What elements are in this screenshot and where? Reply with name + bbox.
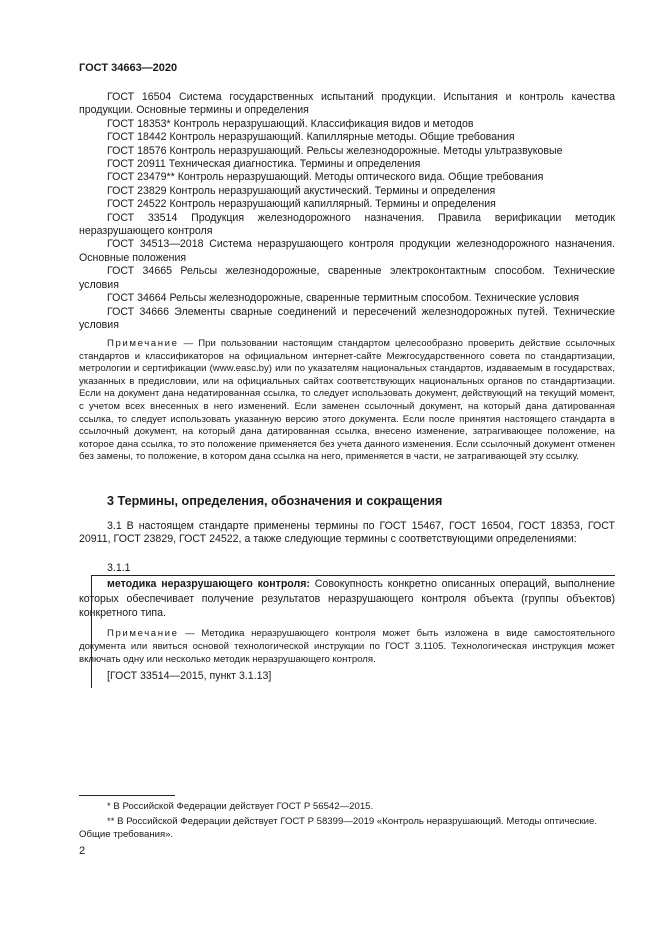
note-text: — При пользовании настоящим стандартом целесообразно проверить действие ссылочных стандартов и классификаторов на официальном интернет-сайте Межгосударственного совета по стандартизации, метрологии и сертификации (www.easc.by) или по указателям национальных стандартов, издаваемым в государствах, указанных в предисловии, или на официальных сайтах соответствующих национальных органов по стандартизации. Если на документ дана недатированная ссылка, то следует использовать документ, действующий на текущий момент, с учетом всех внесенных в него изменений. Если заменен ссылочный документ, на который дана датированная ссылка, то следует использовать указанную версию этого документа. Если после принятия настоящего стандарта в ссылочный документ, на который дана датированная ссылка, внесено изменение, затрагивающее положение, на которое дана ссылка, то это положение применяется без учета данного изменения. Если ссылочный документ отменен без замены, то положение, в котором дана ссылка на него, применяется в части, не затрагивающей эту ссылку. [79, 338, 615, 463]
reference-item: ГОСТ 34666 Элементы сварные соединений и пересечений железнодорожных путей. Технические условия [79, 305, 615, 331]
term-number: 3.1.1 [107, 562, 131, 574]
section-intro [79, 520, 615, 547]
reference-item: ГОСТ 18442 Контроль неразрушающий. Капиллярные методы. Общие требования [107, 131, 515, 144]
footnotes [79, 800, 615, 843]
reference-item: ГОСТ 34664 Рельсы железнодорожные, сваренные термитным способом. Технические условия [107, 292, 579, 305]
term-definition [79, 577, 615, 621]
footnote-divider [79, 795, 175, 796]
reference-item: ГОСТ 34665 Рельсы железнодорожные, сваренные электроконтактным способом. Технические условия [79, 265, 615, 291]
references-note [79, 338, 615, 464]
reference-item: ГОСТ 18353* Контроль неразрушающий. Классификация видов и методов [107, 117, 474, 130]
reference-item: ГОСТ 23479** Контроль неразрушающий. Методы оптического вида. Общие требования [107, 171, 544, 184]
reference-item: ГОСТ 23829 Контроль неразрушающий акустический. Термины и определения [107, 184, 496, 197]
reference-item: ГОСТ 24522 Контроль неразрушающий капиллярный. Термины и определения [107, 198, 496, 211]
term-definition-text: Совокупность конкретно описанных операций, выполнение которых обеспечивает получение результатов неразрушающего контроля объекта (группы объектов) конкретного типа. [79, 578, 615, 620]
reference-item: ГОСТ 20911 Техническая диагностика. Термины и определения [107, 158, 421, 171]
section-intro-text: 3.1 В настоящем стандарте применены термины по ГОСТ 15467, ГОСТ 16504, ГОСТ 18353, ГОСТ 20911, ГОСТ 23829, ГОСТ 24522, а также следующие термины с соответствующими определениями: [79, 520, 615, 546]
reference-item: ГОСТ 34513—2018 Система неразрушающего контроля продукции железнодорожного назначения. Основные положения [79, 238, 615, 264]
reference-item: ГОСТ 16504 Система государственных испытаний продукции. Испытания и контроль качества продукции. Основные термины и определения [79, 91, 615, 117]
footnote-item: * В Российской Федерации действует ГОСТ Р 56542—2015. [107, 801, 374, 812]
term-note-label: Примечание [107, 628, 179, 639]
note-label: Примечание [107, 338, 179, 349]
term-box-top-border [91, 575, 615, 576]
page-number: 2 [79, 845, 86, 857]
reference-item: ГОСТ 33514 Продукция железнодорожного назначения. Правила верификации методик неразрушающего контроля [79, 211, 615, 238]
section-title: 3 Термины, определения, обозначения и сокращения [107, 494, 443, 508]
term-note-text: — Методика неразрушающего контроля может быть изложена в виде самостоятельного документа или явиться основой технологической инструкции по ГОСТ 3.1105. Технологическая инструкция может включать одну или несколько методик неразрушающего контроля. [79, 628, 615, 665]
footnote-item: ** В Российской Федерации действует ГОСТ Р 58399—2019 «Контроль неразрушающий. Методы оптические. Общие требования». [79, 816, 598, 840]
term-source: [ГОСТ 33514—2015, пункт 3.1.13] [107, 670, 272, 682]
page-header-title: ГОСТ 34663—2020 [79, 62, 178, 74]
term-name: методика неразрушающего контроля: [107, 578, 310, 590]
reference-item: ГОСТ 18576 Контроль неразрушающий. Рельсы железнодорожные. Методы ультразвуковые [107, 144, 563, 157]
term-note [79, 627, 615, 666]
normative-references-list [79, 91, 615, 332]
